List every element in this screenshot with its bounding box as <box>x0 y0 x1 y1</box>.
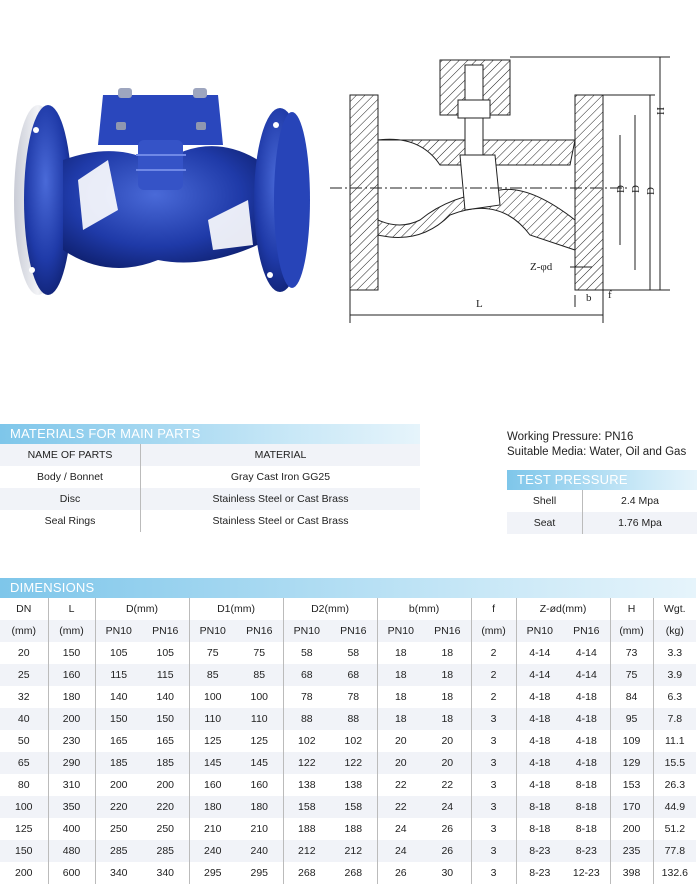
dimensions-cell: 3 <box>471 796 516 818</box>
dimensions-cell: 95 <box>610 708 653 730</box>
dimensions-cell: 20 <box>377 752 424 774</box>
material-part: Disc <box>0 488 141 510</box>
dimensions-cell: 58 <box>300 647 313 659</box>
dimensions-cell: 8-23 <box>529 867 551 879</box>
valve-photo <box>8 70 320 315</box>
dimensions-cell: 230 <box>48 730 95 752</box>
dimensions-cell: 75 <box>610 664 653 686</box>
table-row <box>0 686 696 708</box>
dimensions-header-row <box>0 598 696 620</box>
dimensions-cell: 20 <box>0 642 48 664</box>
dimensions-cell: 4-18 <box>563 730 610 752</box>
label-b: b <box>586 292 592 304</box>
dimensions-cell: 50 <box>0 730 48 752</box>
dimensions-title: DIMENSIONS <box>0 578 696 598</box>
dimensions-cell: 150 <box>142 708 189 730</box>
dimensions-cell: 188 <box>330 818 377 840</box>
dimensions-cell: 110 <box>236 708 283 730</box>
material-value: Stainless Steel or Cast Brass <box>141 488 421 510</box>
dimensions-header: H <box>610 598 653 620</box>
dimensions-header: D2(mm) <box>283 598 377 620</box>
dimensions-cell: 160 <box>204 779 222 791</box>
dimensions-cell: 77.8 <box>653 840 696 862</box>
materials-title: MATERIALS FOR MAIN PARTS <box>0 424 420 444</box>
dimensions-cell: 285 <box>142 840 189 862</box>
dimensions-cell: 170 <box>610 796 653 818</box>
dimensions-header: Z-ød(mm) <box>516 598 610 620</box>
dimensions-cell: 20 <box>424 730 471 752</box>
dimensions-cell: 18 <box>424 642 471 664</box>
dimensions-cell: 138 <box>298 779 316 791</box>
dimensions-header: Wgt. <box>664 603 686 615</box>
test-pressure-table <box>507 490 697 534</box>
dimensions-cell: 6.3 <box>667 691 683 703</box>
dimensions-cell: 125 <box>236 730 283 752</box>
dimensions-cell: 4-14 <box>563 664 610 686</box>
dimensions-cell: 30 <box>424 862 471 884</box>
dimensions-cell: 129 <box>610 752 653 774</box>
dimensions-cell: 102 <box>298 735 316 747</box>
dimensions-cell: 26 <box>424 818 471 840</box>
dimensions-cell: 200 <box>109 779 128 791</box>
dimensions-cell: 295 <box>236 862 283 884</box>
dimensions-subheader: PN10 <box>283 620 330 642</box>
dimensions-cell: 400 <box>48 818 95 840</box>
dimensions-cell: 105 <box>142 642 189 664</box>
dimensions-cell: 145 <box>189 752 236 774</box>
dimensions-cell: 100 <box>236 686 283 708</box>
dimensions-cell: 153 <box>610 774 653 796</box>
dimensions-cell: 8-23 <box>563 840 610 862</box>
dimensions-cell: 85 <box>236 664 283 686</box>
dimensions-cell: 102 <box>330 730 377 752</box>
dimensions-subheader: PN16 <box>236 620 283 642</box>
table-row <box>0 510 420 532</box>
dimensions-cell: 100 <box>0 796 48 818</box>
valve-section-drawing <box>330 45 695 335</box>
dimensions-cell: 210 <box>204 823 222 835</box>
dimensions-cell: 4-18 <box>529 735 551 747</box>
dimensions-cell: 310 <box>48 774 95 796</box>
dimensions-cell: 22 <box>394 779 407 791</box>
dimensions-cell: 188 <box>298 823 316 835</box>
dimensions-cell: 200 <box>0 862 48 884</box>
dimensions-cell: 75 <box>206 647 219 659</box>
materials-header-material: MATERIAL <box>141 444 421 466</box>
dimensions-cell: 250 <box>142 818 189 840</box>
dimensions-subheader: PN10 <box>377 620 424 642</box>
dimensions-cell: 160 <box>48 664 95 686</box>
dimensions-cell: 200 <box>142 774 189 796</box>
dimensions-cell: 220 <box>142 796 189 818</box>
dimensions-cell: 250 <box>109 823 128 835</box>
dimensions-cell: 100 <box>204 691 222 703</box>
table-row <box>0 840 696 862</box>
dimensions-cell: 4-14 <box>563 642 610 664</box>
dimensions-cell: 340 <box>109 867 128 879</box>
dimensions-cell: 3 <box>471 730 516 752</box>
dimensions-cell: 20 <box>394 735 407 747</box>
test-label: Seat <box>507 512 583 534</box>
dimensions-cell: 4-18 <box>516 708 563 730</box>
label-D1: D <box>630 185 642 193</box>
dimensions-cell: 65 <box>0 752 48 774</box>
dimensions-cell: 3 <box>471 774 516 796</box>
dimensions-cell: 185 <box>95 752 142 774</box>
dimensions-subheader: PN16 <box>563 620 610 642</box>
material-value: Gray Cast Iron GG25 <box>230 471 331 483</box>
dimensions-subheader: (mm) <box>0 620 48 642</box>
dimensions-cell: 115 <box>95 664 142 686</box>
dimensions-cell: 8-18 <box>563 818 610 840</box>
dimensions-cell: 78 <box>300 691 313 703</box>
materials-table <box>0 444 420 532</box>
dimensions-subheader: PN10 <box>516 620 563 642</box>
dimensions-cell: 158 <box>283 796 330 818</box>
dimensions-cell: 51.2 <box>664 823 686 835</box>
table-row <box>0 708 696 730</box>
dimensions-cell: 26 <box>424 840 471 862</box>
dimensions-cell: 268 <box>330 862 377 884</box>
dimensions-cell: 160 <box>236 774 283 796</box>
dimensions-cell: 290 <box>48 752 95 774</box>
label-D2: D <box>615 185 627 193</box>
dimensions-cell: 200 <box>610 818 653 840</box>
dimensions-cell: 4-14 <box>516 664 563 686</box>
dimensions-cell: 24 <box>394 823 407 835</box>
dimensions-cell: 180 <box>48 686 95 708</box>
table-row <box>507 490 697 512</box>
dimensions-cell: 8-18 <box>529 823 551 835</box>
material-part: Seal Rings <box>0 510 141 532</box>
dimensions-cell: 150 <box>95 708 142 730</box>
dimensions-cell: 11.1 <box>664 735 685 747</box>
dimensions-subheader: (mm) <box>48 620 95 642</box>
dimensions-cell: 295 <box>204 867 222 879</box>
dimensions-cell: 18 <box>424 708 471 730</box>
dimensions-cell: 75 <box>236 642 283 664</box>
dimensions-cell: 18 <box>377 708 424 730</box>
dimensions-header: b(mm) <box>377 598 471 620</box>
dimensions-cell: 122 <box>330 752 377 774</box>
dimensions-cell: 2 <box>471 686 516 708</box>
dimensions-cell: 105 <box>109 647 128 659</box>
table-row <box>0 796 696 818</box>
dimensions-cell: 88 <box>283 708 330 730</box>
dimensions-cell: 8-18 <box>563 774 610 796</box>
test-pressure-section <box>507 470 697 534</box>
dimensions-cell: 26.3 <box>664 779 686 791</box>
dimensions-cell: 398 <box>610 862 653 884</box>
dimensions-cell: 165 <box>142 730 189 752</box>
dimensions-subheader: (kg) <box>653 620 696 642</box>
label-L: L <box>476 298 483 310</box>
dimensions-cell: 3 <box>471 818 516 840</box>
dimensions-cell: 18 <box>394 647 407 659</box>
dimensions-cell: 3 <box>471 840 516 862</box>
dimensions-cell: 140 <box>142 686 189 708</box>
dimensions-header: L <box>48 598 95 620</box>
dimensions-cell: 2 <box>471 664 516 686</box>
table-row <box>0 752 696 774</box>
dimensions-cell: 145 <box>236 752 283 774</box>
label-D: D <box>645 187 657 195</box>
dimensions-cell: 180 <box>189 796 236 818</box>
dimensions-subheader: PN16 <box>330 620 377 642</box>
dimensions-cell: 8-18 <box>563 796 610 818</box>
table-row <box>0 730 696 752</box>
dimensions-subheader-row <box>0 620 696 642</box>
dimensions-cell: 78 <box>330 686 377 708</box>
label-H: H <box>655 107 667 115</box>
table-row <box>0 642 696 664</box>
dimensions-cell: 58 <box>330 642 377 664</box>
materials-section <box>0 424 420 532</box>
dimensions-cell: 84 <box>610 686 653 708</box>
table-row <box>507 512 697 534</box>
dimensions-cell: 4-18 <box>529 779 551 791</box>
dimensions-subheader: PN16 <box>424 620 471 642</box>
dimensions-cell: 158 <box>330 796 377 818</box>
test-value: 1.76 Mpa <box>583 512 698 534</box>
label-z-phi-d: Z-φd <box>530 261 553 273</box>
table-row <box>0 444 420 466</box>
dimensions-cell: 140 <box>109 691 128 703</box>
dimensions-cell: 3 <box>471 862 516 884</box>
working-pressure: Working Pressure: PN16 <box>507 431 634 443</box>
dimensions-cell: 340 <box>142 862 189 884</box>
dimensions-cell: 8-18 <box>516 796 563 818</box>
table-row <box>0 818 696 840</box>
dimensions-cell: 18 <box>424 686 471 708</box>
dimensions-cell: 138 <box>330 774 377 796</box>
table-row <box>0 488 420 510</box>
dimensions-cell: 185 <box>142 752 189 774</box>
dimensions-cell: 3.3 <box>667 647 683 659</box>
dimensions-cell: 20 <box>424 752 471 774</box>
dimensions-cell: 4-18 <box>563 752 610 774</box>
dimensions-subheader: (mm) <box>471 620 516 642</box>
dimensions-cell: 8-23 <box>516 840 563 862</box>
dimensions-header: DN <box>0 598 48 620</box>
table-row <box>0 774 696 796</box>
dimensions-cell: 125 <box>0 818 48 840</box>
dimensions-cell: 68 <box>330 664 377 686</box>
dimensions-cell: 122 <box>283 752 330 774</box>
test-value: 2.4 Mpa <box>621 495 659 507</box>
dimensions-cell: 235 <box>610 840 653 862</box>
test-pressure-title: TEST PRESSURE <box>507 470 697 490</box>
dimensions-cell: 73 <box>610 642 653 664</box>
dimensions-cell: 165 <box>109 735 128 747</box>
dimensions-cell: 32 <box>0 686 48 708</box>
dimensions-cell: 180 <box>236 796 283 818</box>
dimensions-cell: 212 <box>330 840 377 862</box>
dimensions-cell: 109 <box>610 730 653 752</box>
materials-header-part: NAME OF PARTS <box>0 444 141 466</box>
dimensions-cell: 150 <box>48 642 95 664</box>
dimensions-cell: 3.9 <box>653 664 696 686</box>
dimensions-cell: 268 <box>298 867 316 879</box>
test-label: Shell <box>507 490 583 512</box>
pressure-info <box>507 430 697 460</box>
dimensions-cell: 125 <box>204 735 222 747</box>
dimensions-cell: 4-18 <box>516 752 563 774</box>
dimensions-cell: 2 <box>471 642 516 664</box>
dimensions-subheader: PN10 <box>95 620 142 642</box>
label-f: f <box>608 289 612 301</box>
dimensions-cell: 22 <box>424 774 471 796</box>
dimensions-cell: 24 <box>424 796 471 818</box>
material-value: Stainless Steel or Cast Brass <box>212 515 349 527</box>
dimensions-cell: 26 <box>394 867 407 879</box>
table-row <box>0 664 696 686</box>
dimensions-cell: 4-14 <box>529 647 551 659</box>
dimensions-cell: 240 <box>236 840 283 862</box>
dimensions-cell: 44.9 <box>653 796 696 818</box>
dimensions-cell: 200 <box>48 708 95 730</box>
dimensions-cell: 240 <box>189 840 236 862</box>
dimensions-cell: 150 <box>0 840 48 862</box>
dimensions-table <box>0 598 696 884</box>
dimensions-subheader: PN10 <box>189 620 236 642</box>
dimensions-subheader: PN16 <box>142 620 189 642</box>
dimensions-cell: 18 <box>424 664 471 686</box>
dimensions-header: D1(mm) <box>189 598 283 620</box>
dimensions-cell: 12-23 <box>563 862 610 884</box>
dimensions-cell: 115 <box>142 664 189 686</box>
dimensions-cell: 4-18 <box>563 708 610 730</box>
dimensions-cell: 88 <box>330 708 377 730</box>
dimensions-cell: 220 <box>95 796 142 818</box>
dimensions-cell: 22 <box>377 796 424 818</box>
dimensions-cell: 80 <box>0 774 48 796</box>
dimensions-cell: 110 <box>189 708 236 730</box>
material-part: Body / Bonnet <box>0 466 141 488</box>
dimensions-cell: 24 <box>377 840 424 862</box>
dimensions-cell: 210 <box>236 818 283 840</box>
dimensions-cell: 132.6 <box>661 867 688 879</box>
dimensions-cell: 15.5 <box>653 752 696 774</box>
table-row <box>0 466 420 488</box>
dimensions-subheader: (mm) <box>610 620 653 642</box>
suitable-media: Suitable Media: Water, Oil and Gas <box>507 446 687 458</box>
dimensions-cell: 4-18 <box>563 686 610 708</box>
dimensions-cell: 40 <box>0 708 48 730</box>
dimensions-cell: 600 <box>48 862 95 884</box>
dimensions-cell: 350 <box>48 796 95 818</box>
dimensions-header: D(mm) <box>95 598 189 620</box>
dimensions-section <box>0 578 700 884</box>
dimensions-cell: 285 <box>95 840 142 862</box>
dimensions-header: f <box>471 598 516 620</box>
dimensions-cell: 7.8 <box>653 708 696 730</box>
dimensions-cell: 18 <box>394 691 407 703</box>
dimensions-cell: 212 <box>283 840 330 862</box>
table-row <box>0 862 696 884</box>
dimensions-cell: 25 <box>0 664 48 686</box>
dimensions-cell: 68 <box>283 664 330 686</box>
dimensions-cell: 85 <box>189 664 236 686</box>
dimensions-cell: 18 <box>377 664 424 686</box>
dimensions-cell: 3 <box>471 708 516 730</box>
dimensions-cell: 3 <box>471 752 516 774</box>
dimensions-cell: 480 <box>48 840 95 862</box>
dimensions-cell: 4-18 <box>529 691 551 703</box>
